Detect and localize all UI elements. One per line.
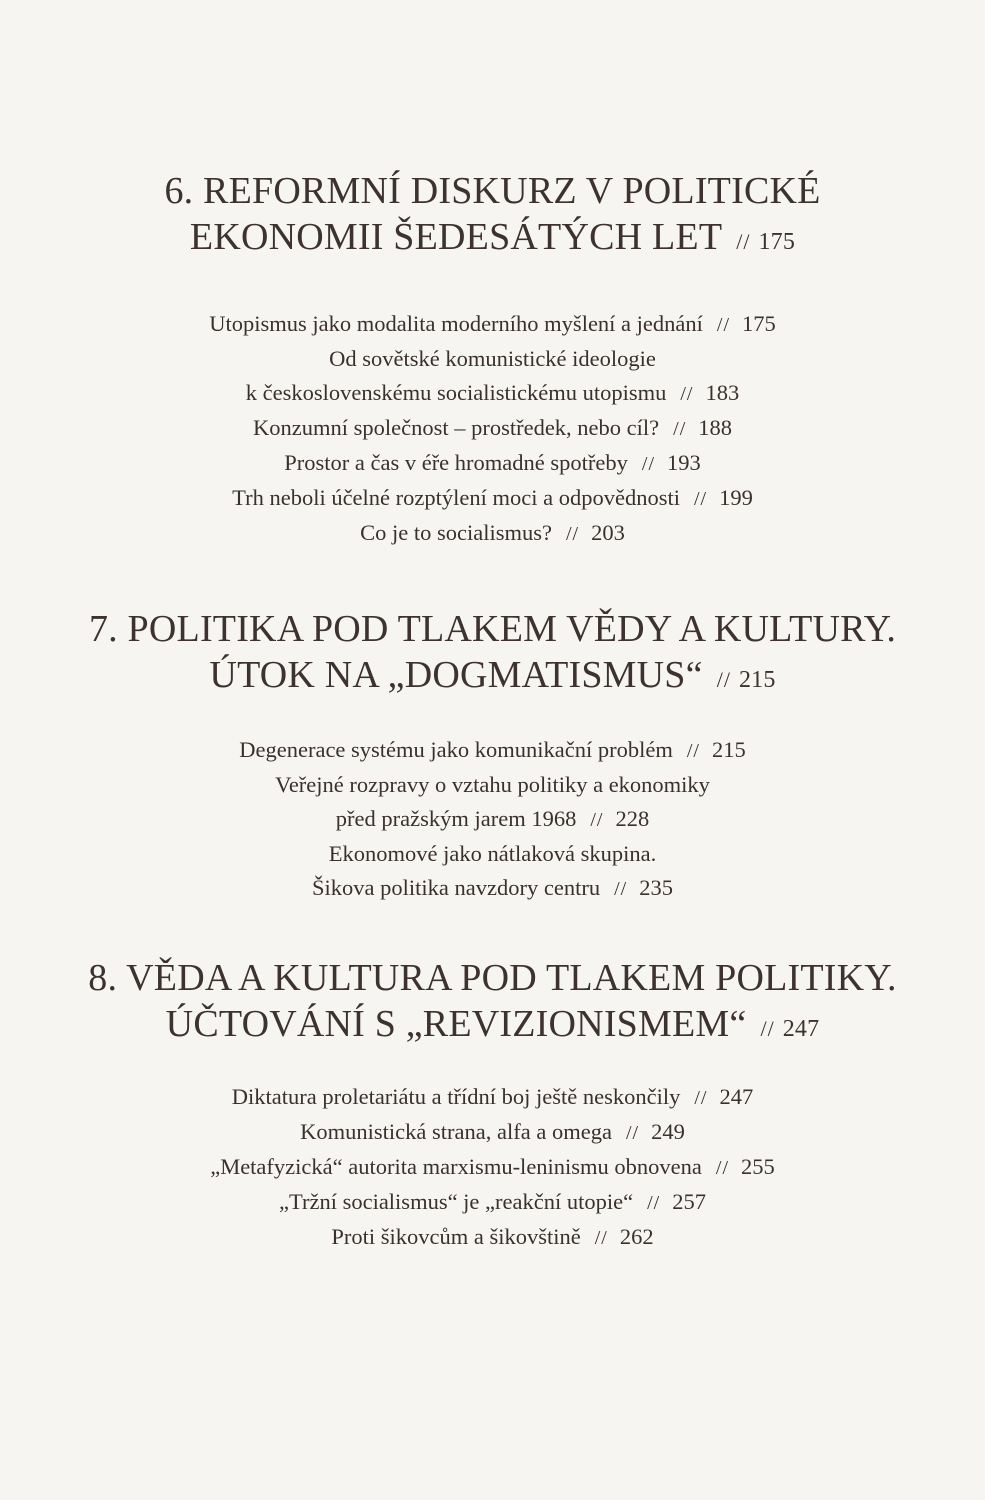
- entry-page-number: 203: [591, 520, 625, 545]
- separator: //: [680, 383, 694, 405]
- separator: //: [715, 1157, 730, 1179]
- toc-entry[interactable]: [0, 307, 985, 342]
- separator: //: [565, 523, 580, 545]
- toc-entry[interactable]: [0, 1080, 985, 1115]
- entry-title: Od sovětské komunistické ideologie: [329, 346, 656, 371]
- entry-page-number: 228: [615, 806, 650, 831]
- toc-entry[interactable]: [0, 1115, 985, 1150]
- toc-entry[interactable]: [0, 1185, 985, 1220]
- entry-title: Utopismus jako modalita moderního myšlení a jednání: [209, 311, 703, 336]
- toc-entry[interactable]: [0, 1150, 985, 1185]
- toc-entry[interactable]: [0, 1220, 985, 1255]
- separator: //: [594, 1227, 608, 1249]
- entry-page-number: 215: [711, 737, 746, 762]
- separator: //: [647, 1192, 661, 1214]
- chapter-title-line: 8. VĚDA A KULTURA POD TLAKEM POLITIKY.: [88, 957, 897, 999]
- toc-entry[interactable]: [0, 733, 985, 768]
- chapter-title-line: 7. POLITIKA POD TLAKEM VĚDY A KULTURY.: [88, 608, 897, 650]
- separator: //: [614, 878, 628, 900]
- entry-title: před pražským jarem 1968: [335, 806, 577, 831]
- separator: //: [590, 809, 604, 831]
- separator: //: [760, 1016, 775, 1041]
- entry-title: k československému socialistickému utopismu: [245, 380, 667, 405]
- entry-page-number: 257: [672, 1189, 706, 1214]
- separator: //: [693, 488, 708, 510]
- chapter-title: [0, 955, 985, 1052]
- toc-entry[interactable]: [0, 481, 985, 516]
- entry-title: „Metafyzická“ autorita marxismu-leninismu obnovena: [210, 1154, 702, 1179]
- separator: //: [686, 740, 700, 762]
- separator: //: [694, 1087, 708, 1109]
- separator: //: [736, 229, 751, 254]
- toc-entry[interactable]: [0, 768, 985, 837]
- entry-list: [0, 733, 985, 906]
- chapter-7: [0, 606, 985, 906]
- entry-page-number: 255: [741, 1154, 775, 1179]
- chapter-title-line: ÚČTOVÁNÍ S „REVIZIONISMEM“ // 247: [165, 1003, 820, 1045]
- chapter-8: [0, 955, 985, 1255]
- toc-entry[interactable]: [0, 342, 985, 411]
- entry-title: Proti šikovcům a šikovštině: [331, 1224, 581, 1249]
- entry-page-number: 175: [742, 311, 776, 336]
- entry-list: [0, 307, 985, 551]
- entry-page-number: 193: [667, 450, 701, 475]
- entry-title: Veřejné rozpravy o vztahu politiky a ekonomiky: [275, 772, 710, 797]
- separator: //: [673, 418, 687, 440]
- entry-page-number: 235: [639, 875, 673, 900]
- separator: //: [716, 667, 731, 692]
- chapter-title-line: ÚTOK NA „DOGMATISMUS“ // 215: [209, 654, 776, 696]
- entry-list: [0, 1080, 985, 1255]
- entry-page-number: 199: [719, 485, 753, 510]
- entry-page-number: 183: [705, 380, 740, 405]
- entry-title: Prostor a čas v éře hromadné spotřeby: [284, 450, 628, 475]
- separator: //: [716, 314, 731, 336]
- separator: //: [625, 1122, 640, 1144]
- entry-title: Trh neboli účelné rozptýlení moci a odpovědnosti: [232, 485, 680, 510]
- entry-page-number: 247: [719, 1084, 754, 1109]
- entry-title: Konzumní společnost – prostředek, nebo cíl?: [252, 415, 660, 440]
- entry-title: Diktatura proletariátu a třídní boj ještě neskončily: [231, 1084, 681, 1109]
- chapter-page-number: 215: [738, 667, 776, 693]
- entry-page-number: 188: [698, 415, 733, 440]
- entry-page-number: 262: [619, 1224, 654, 1249]
- toc-entry[interactable]: [0, 837, 985, 906]
- toc-entry[interactable]: [0, 411, 985, 446]
- entry-title: Komunistická strana, alfa a omega: [300, 1119, 612, 1144]
- entry-title: Degenerace systému jako komunikační problém: [239, 737, 673, 762]
- entry-title: Co je to socialismus?: [360, 520, 552, 545]
- toc-entry[interactable]: [0, 446, 985, 481]
- entry-title: „Tržní socialismus“ je „reakční utopie“: [279, 1189, 634, 1214]
- chapter-page-number: 175: [758, 229, 796, 255]
- toc-entry[interactable]: [0, 516, 985, 551]
- chapter-title: [0, 168, 985, 265]
- separator: //: [641, 453, 656, 475]
- chapter-6: [0, 168, 985, 551]
- chapter-title-line: EKONOMII ŠEDESÁTÝCH LET // 175: [189, 216, 796, 258]
- entry-title: Ekonomové jako nátlaková skupina.: [328, 841, 657, 866]
- chapter-page-number: 247: [782, 1016, 820, 1042]
- entry-page-number: 249: [651, 1119, 685, 1144]
- chapter-title: [0, 606, 985, 703]
- entry-title: Šikova politika navzdory centru: [312, 875, 601, 900]
- chapter-title-line: 6. REFORMNÍ DISKURZ V POLITICKÉ: [164, 170, 821, 212]
